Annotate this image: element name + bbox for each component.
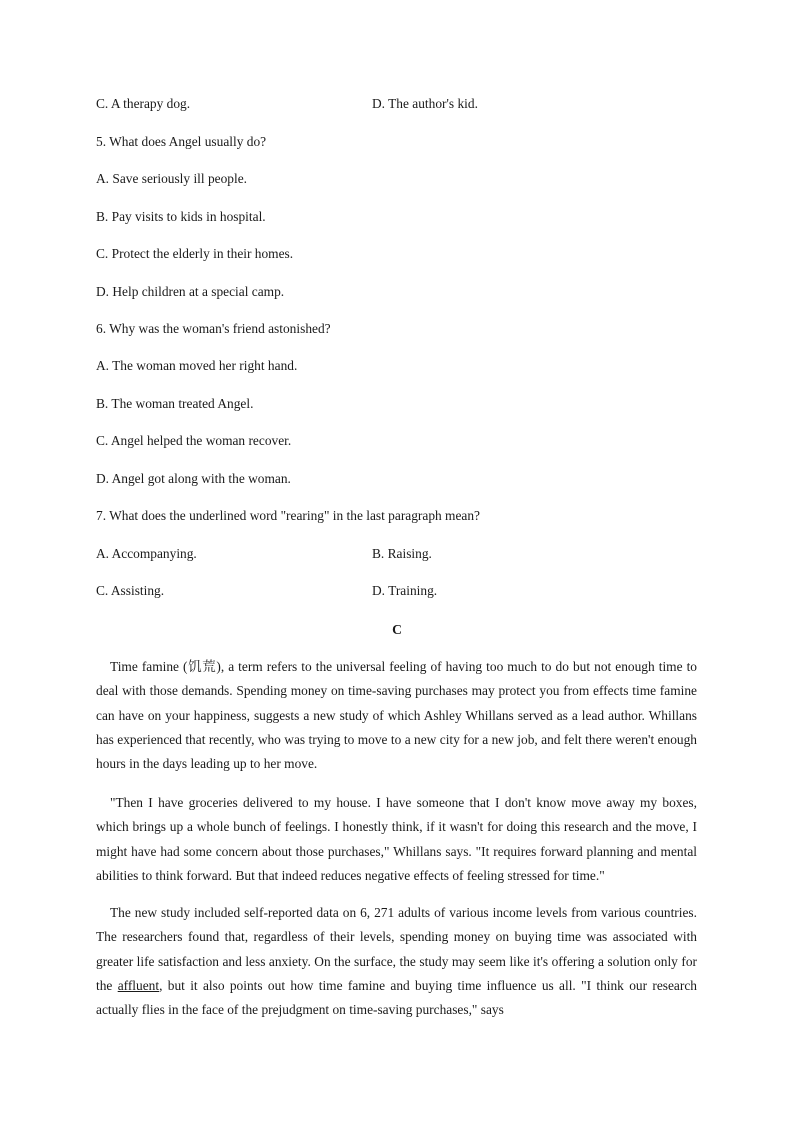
option-7a: A. Accompanying. xyxy=(96,546,197,561)
option-5d: D. Help children at a special camp. xyxy=(96,284,285,299)
paragraph-3-start: The new study included self-reported data on 6, 271 adults of various income levels from various countries. The researchers found that, regardless of their levels, spending money on buying time was associated with greater life satisfaction and less anxiety. On the surface, the study may seem like it's offering a solution only for the xyxy=(96,905,697,993)
option-6d: D. Angel got along with the woman. xyxy=(96,471,291,486)
option-6b: B. The woman treated Angel. xyxy=(96,396,254,411)
option-5c: C. Protect the elderly in their homes. xyxy=(96,246,294,261)
option-5a: A. Save seriously ill people. xyxy=(96,171,247,186)
option-5b: B. Pay visits to kids in hospital. xyxy=(96,209,266,224)
option-4c: C. A therapy dog. xyxy=(96,96,191,111)
paragraph-3-end: , but it also points out how time famine and buying time influence us all. "I think our research actually flies in the face of the prejudgment on time-saving purchases," says xyxy=(96,977,697,1018)
option-6a: A. The woman moved her right hand. xyxy=(96,358,298,373)
option-7b: B. Raising. xyxy=(372,546,432,561)
passage-paragraph-1 xyxy=(96,655,697,776)
option-6c: C. Angel helped the woman recover. xyxy=(96,433,292,448)
section-title: C xyxy=(392,622,402,637)
option-4d: D. The author's kid. xyxy=(372,96,478,111)
question-7: 7. What does the underlined word "rearing" in the last paragraph mean? xyxy=(96,508,480,523)
paragraph-2-text: "Then I have groceries delivered to my house. I have someone that I don't know move away my boxes, which brings up a whole bunch of feelings. I honestly think, if it wasn't for doing this research and the move, I might have had some concern about those purchases," Whillans says. "It requires forward planning and mental abilities to think forward. But that indeed reduces negative effects of feeling stressed for time." xyxy=(96,795,697,883)
question-6: 6. Why was the woman's friend astonished? xyxy=(96,321,331,336)
option-7c: C. Assisting. xyxy=(96,583,165,598)
underlined-word-affluent: affluent xyxy=(117,977,160,993)
question-5: 5. What does Angel usually do? xyxy=(96,134,267,149)
paragraph-1-text: Time famine (饥荒), a term refers to the universal feeling of having too much to do but not enough time to deal with those demands. Spending money on time-saving purchases may protect you from effects time famine can have on your happiness, suggests a new study of which Ashley Whillans served as a lead author. Whillans has experienced that recently, who was trying to move to a new city for a new job, and felt there weren't enough hours in the days leading up to her move. xyxy=(96,659,697,772)
passage-paragraph-2 xyxy=(96,791,697,888)
paragraph-3-text xyxy=(96,901,697,1022)
passage-paragraph-3 xyxy=(96,901,697,1022)
option-7d: D. Training. xyxy=(372,583,438,598)
